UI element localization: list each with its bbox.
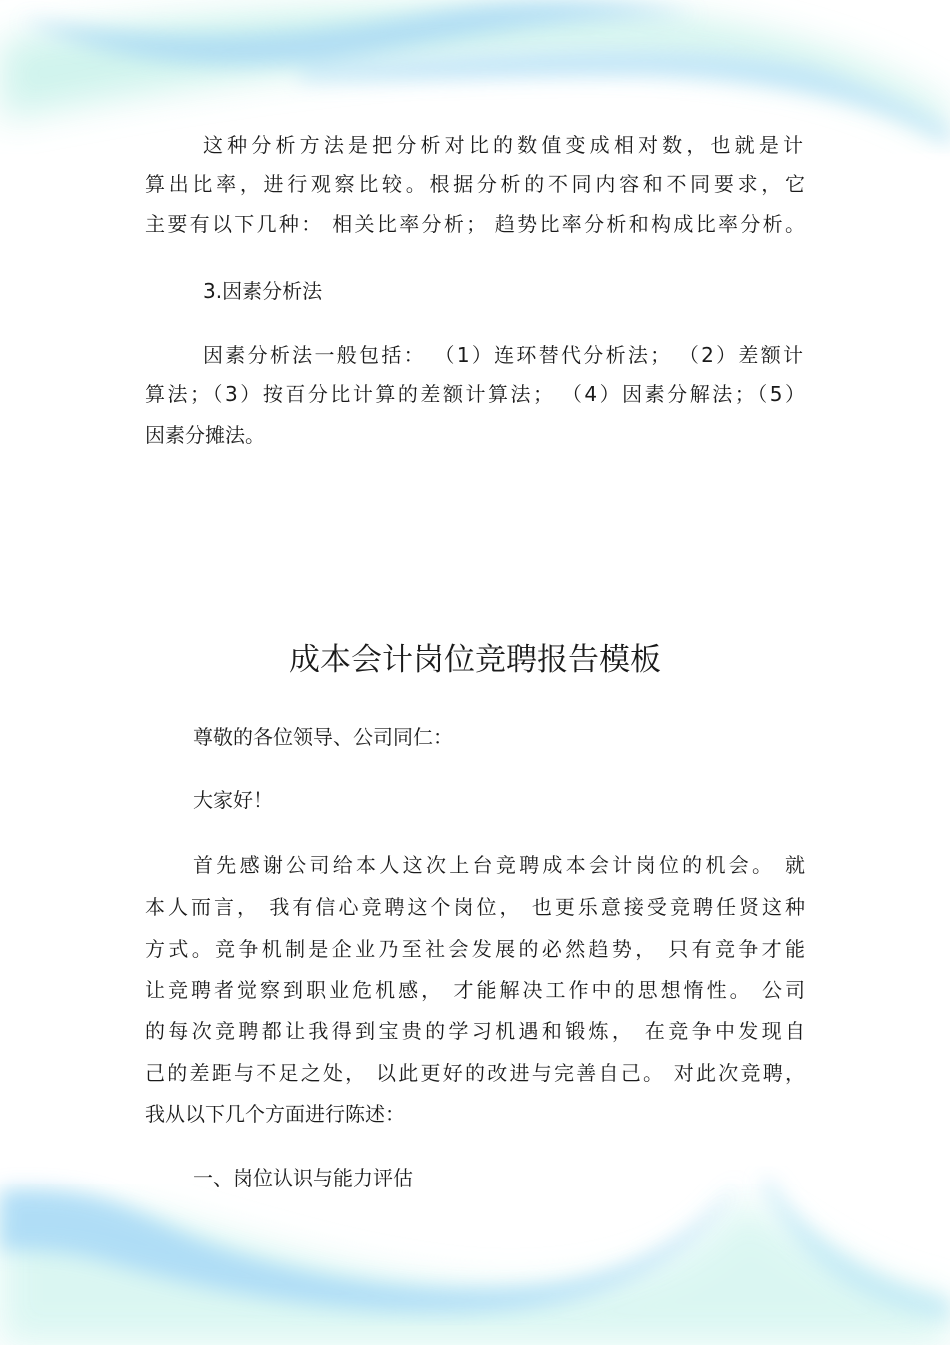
paragraph-line: 算出比率，进行观察比较。根据分析的不同内容和不同要求，它 [145, 172, 805, 196]
section-heading: 一、岗位认识与能力评估 [193, 1166, 413, 1190]
paragraph-line: 因素分摊法。 [145, 423, 265, 447]
paragraph-line: 方式。竞争机制是企业乃至社会发展的必然趋势， 只有竞争才能 [145, 937, 805, 961]
paragraph-line: 这种分析方法是把分析对比的数值变成相对数，也就是计 [203, 133, 803, 157]
section-heading: 3.因素分析法 [203, 279, 323, 303]
paragraph-line: 的每次竞聘都让我得到宝贵的学习机遇和锻炼， 在竞争中发现自 [145, 1019, 805, 1043]
paragraph-line: 主要有以下几种： 相关比率分析； 趋势比率分析和构成比率分析。 [145, 212, 805, 236]
paragraph-line: 我从以下几个方面进行陈述： [145, 1102, 405, 1126]
greeting: 大家好！ [193, 788, 273, 812]
paragraph-line: 让竞聘者觉察到职业危机感， 才能解决工作中的思想惰性。 公司 [145, 978, 805, 1002]
paragraph-line: 因素分析法一般包括： （1）连环替代分析法； （2）差额计 [203, 343, 803, 367]
salutation: 尊敬的各位领导、公司同仁： [193, 725, 453, 749]
bottom-wave [0, 1180, 950, 1345]
paragraph-line: 本人而言， 我有信心竞聘这个岗位， 也更乐意接受竞聘任贤这种 [145, 895, 805, 919]
paragraph-line: 己的差距与不足之处， 以此更好的改进与完善自己。 对此次竞聘， [145, 1061, 805, 1085]
document-title: 成本会计岗位竞聘报告模板 [289, 642, 661, 678]
paragraph-line: 算法；（3）按百分比计算的差额计算法； （4）因素分解法；（5） [145, 382, 805, 406]
paragraph-line: 首先感谢公司给本人这次上台竞聘成本会计岗位的机会。 就 [193, 853, 805, 877]
